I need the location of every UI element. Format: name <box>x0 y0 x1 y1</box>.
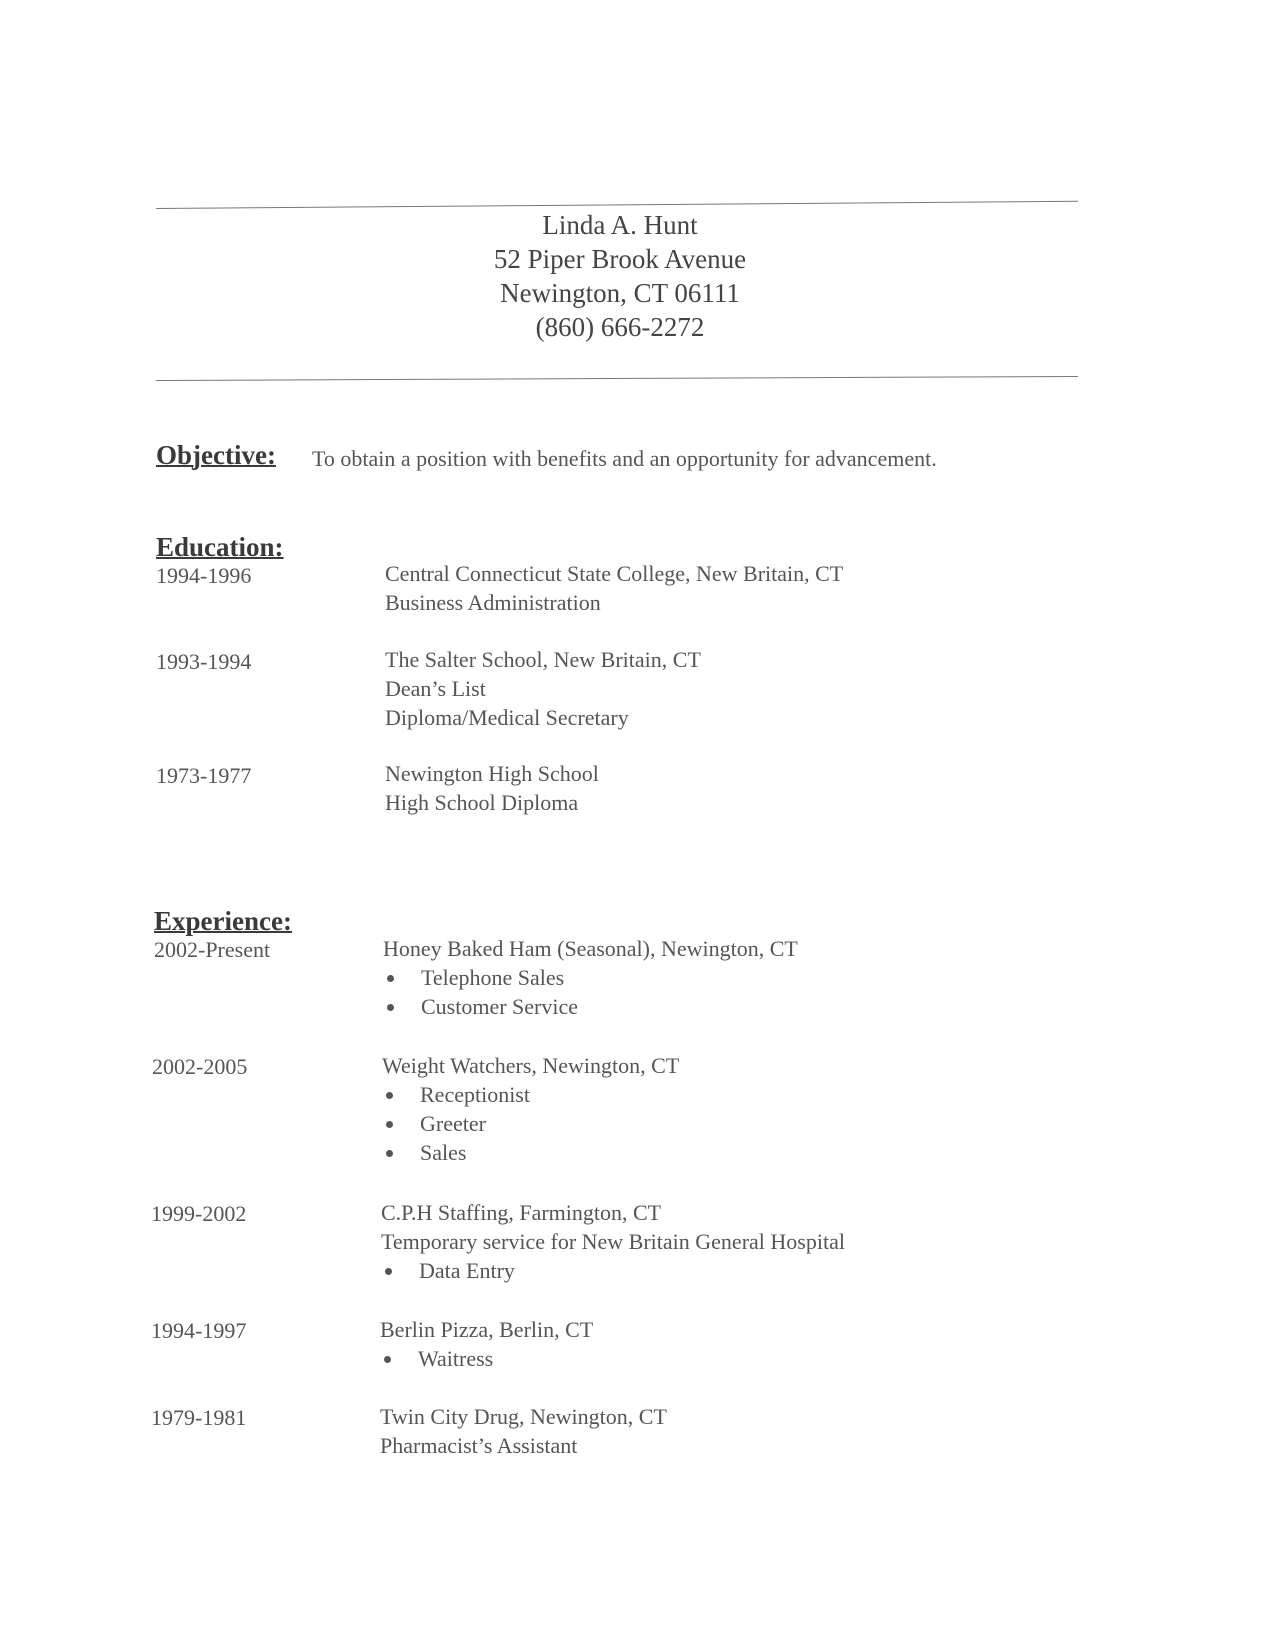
entry-details <box>385 645 701 732</box>
entry-line: High School Diploma <box>385 790 579 815</box>
objective-text: To obtain a position with benefits and an opportunity for advancement. <box>312 446 937 471</box>
entry-line: Business Administration <box>385 590 601 615</box>
entry-date: 1993-1994 <box>156 649 252 674</box>
entry-line: Dean’s List <box>385 676 486 701</box>
duty-bullet: Telephone Sales <box>383 963 798 992</box>
entry-line: Honey Baked Ham (Seasonal), Newington, CT <box>383 936 798 961</box>
duty-bullet: Receptionist <box>382 1080 679 1109</box>
entry-line: Temporary service for New Britain General Hospital <box>381 1229 845 1254</box>
duty-bullet: Customer Service <box>383 992 798 1021</box>
entry-line: The Salter School, New Britain, CT <box>385 647 701 672</box>
duty-bullet: Sales <box>382 1138 679 1167</box>
duty-bullet: Waitress <box>380 1344 593 1373</box>
entry-details <box>383 934 798 1021</box>
applicant-name: Linda A. Hunt <box>542 210 698 240</box>
duty-bullet: Data Entry <box>381 1256 845 1285</box>
entry-date: 1994-1996 <box>156 563 252 588</box>
contact-header <box>420 208 820 344</box>
entry-date: 2002-Present <box>154 937 271 962</box>
entry-details <box>382 1051 679 1167</box>
city-state-zip: Newington, CT 06111 <box>500 278 740 308</box>
header-bottom-rule <box>156 376 1078 381</box>
entry-date: 1973-1977 <box>156 763 252 788</box>
entry-line: Berlin Pizza, Berlin, CT <box>380 1317 594 1342</box>
entry-details <box>381 1198 845 1285</box>
entry-line: Newington High School <box>385 761 599 786</box>
entry-line: Twin City Drug, Newington, CT <box>380 1404 667 1429</box>
entry-details <box>385 559 843 617</box>
street-address: 52 Piper Brook Avenue <box>493 244 747 274</box>
entry-line: Weight Watchers, Newington, CT <box>382 1053 680 1078</box>
duty-bullet: Greeter <box>382 1109 679 1138</box>
entry-line: Pharmacist’s Assistant <box>380 1433 578 1458</box>
entry-date: 2002-2005 <box>152 1054 248 1079</box>
entry-date: 1999-2002 <box>151 1201 247 1226</box>
entry-line: C.P.H Staffing, Farmington, CT <box>381 1200 662 1225</box>
entry-details <box>380 1402 667 1460</box>
entry-line: Central Connecticut State College, New Britain, CT <box>385 561 844 586</box>
entry-details <box>385 759 599 817</box>
education-heading: Education: <box>156 532 284 562</box>
experience-heading: Experience: <box>154 906 292 936</box>
entry-date: 1979-1981 <box>151 1405 247 1430</box>
objective-heading: Objective: <box>156 440 276 470</box>
entry-details <box>380 1315 593 1373</box>
entry-date: 1994-1997 <box>151 1318 247 1343</box>
entry-line: Diploma/Medical Secretary <box>385 705 629 730</box>
phone-number: (860) 666-2272 <box>535 312 705 342</box>
